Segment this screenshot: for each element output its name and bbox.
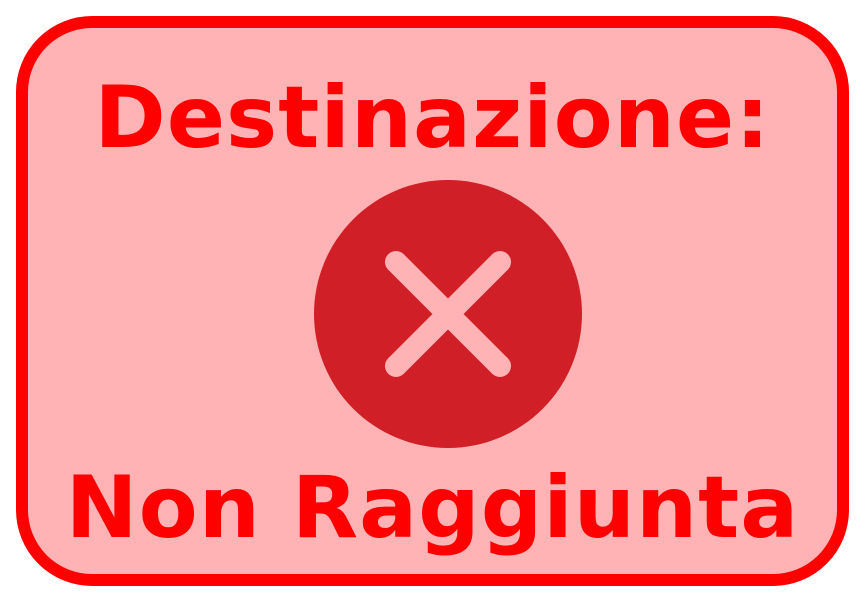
destination-status-sign xyxy=(16,16,849,586)
close-circle-icon xyxy=(314,180,582,448)
destination-title: Destinazione: xyxy=(94,68,771,168)
destination-status-text: Non Raggiunta xyxy=(65,458,800,558)
